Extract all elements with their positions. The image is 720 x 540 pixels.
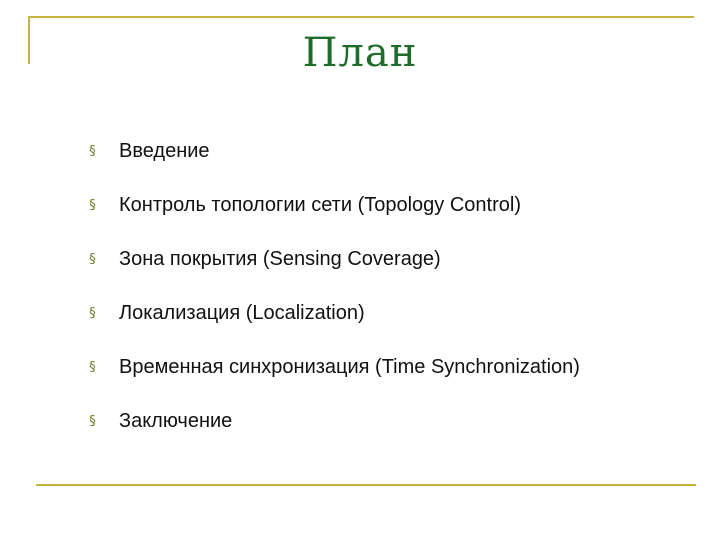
list-item: [88, 406, 580, 436]
list-item-text: Введение: [119, 139, 210, 162]
list-item: [88, 298, 580, 328]
list-item: [88, 136, 580, 166]
list-item: [88, 244, 580, 274]
section-sign-icon: §: [89, 143, 96, 159]
bottom-rule: [36, 484, 696, 486]
list-item-text: Заключение: [119, 409, 233, 432]
bullet-list: [88, 136, 580, 460]
list-item-text: Зона покрытия (Sensing Coverage): [119, 247, 441, 270]
section-sign-icon: §: [89, 413, 96, 429]
list-item-text: Временная синхронизация (Time Synchronization): [119, 355, 580, 378]
list-item: [88, 352, 580, 382]
slide-title-wrapper: [0, 30, 720, 76]
section-sign-icon: §: [89, 305, 96, 321]
slide-title: План: [302, 30, 418, 76]
section-sign-icon: §: [89, 359, 96, 375]
list-item: [88, 190, 580, 220]
section-sign-icon: §: [89, 251, 96, 267]
top-rule: [30, 16, 694, 18]
section-sign-icon: §: [89, 197, 96, 213]
list-item-text: Локализация (Localization): [119, 301, 365, 324]
list-item-text: Контроль топологии сети (Topology Control): [119, 193, 521, 216]
